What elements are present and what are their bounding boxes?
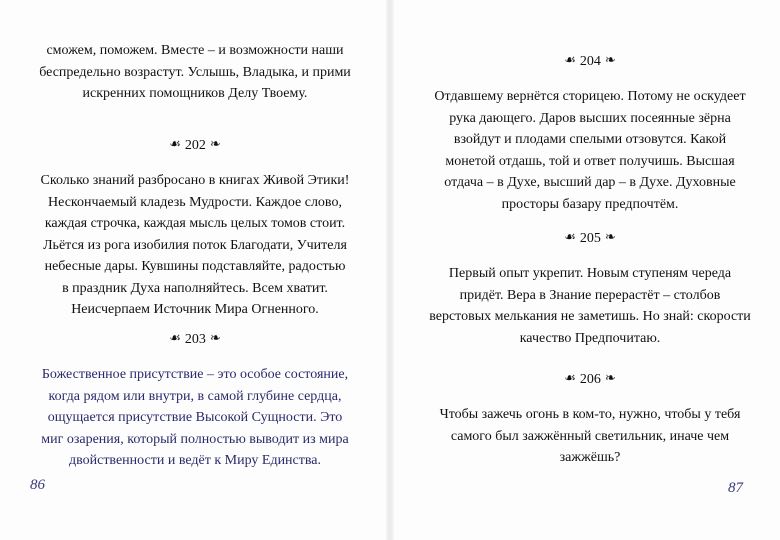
ornament-left-icon: ☙	[169, 330, 181, 345]
page-number-right: 87	[728, 480, 743, 496]
page-number-left: 86	[30, 477, 45, 493]
ornament-left-icon: ☙	[169, 136, 181, 151]
section-text-202: Сколько знаний разбросано в книгах Живой Этики! Нескончаемый кладезь Мудрости. Каждое слово, каждая строчка, каждая мысль целых томов стоит. Льётся из рога изобилия поток Благодати, Учителя небесные дары. Кувшины подставляйте, радостью в праздник Духа наполняйтесь. Всем хватит. Неисчерпаем Источник Мира Огненного.	[40, 173, 350, 317]
ornament-right-icon: ❧	[209, 136, 221, 151]
section-heading-203	[14, 329, 376, 349]
section-text-204: Отдавшему вернётся сторицею. Потому не оскудеет рука дающего. Даров высших посеянные зёрна взойдут и плодами спелыми отзовутся. Какой монетой отдашь, той и ответ получишь. Высшая отдача – в Духе, высший дар – в Духе. Духовные просторы базару предпочтём.	[434, 89, 746, 212]
section-text-206: Чтобы зажечь огонь в ком-то, нужно, чтобы у тебя самого был зажжённый светильник, иначе чем зажжёшь?	[439, 407, 741, 465]
section-number: 204	[579, 54, 601, 69]
section-number: 205	[579, 231, 601, 246]
section-heading-206	[400, 369, 780, 389]
section-number: 203	[184, 332, 206, 347]
ornament-right-icon: ❧	[604, 52, 616, 67]
ornament-right-icon: ❧	[604, 370, 616, 385]
ornament-left-icon: ☙	[564, 229, 576, 244]
ornament-right-icon: ❧	[209, 330, 221, 345]
ornament-left-icon: ☙	[564, 52, 576, 67]
left-top-paragraph: сможем, поможем. Вместе – и возможности наши беспредельно возрастут. Услышь, Владыка, и прими искренних помощников Делу Твоему.	[39, 43, 351, 101]
ornament-right-icon: ❧	[604, 229, 616, 244]
section-text-205: Первый опыт укрепит. Новым ступеням череда придёт. Вера в Знание перерастёт – столбов верстовых мелькания не заметишь. Но знай: скорости качество Предпочитаю.	[429, 266, 751, 346]
section-text-203: Божественное присутствие – это особое состояние, когда рядом или внутри, в самой глубине сердца, ощущается присутствие Высокой Сущности. Это миг озарения, который полностью выводит из мира двойственности и ведёт к Миру Единства.	[41, 367, 349, 468]
ornament-left-icon: ☙	[564, 370, 576, 385]
section-number: 202	[184, 138, 206, 153]
right-page	[390, 0, 780, 540]
section-heading-205	[400, 228, 780, 248]
section-number: 206	[579, 372, 601, 387]
section-heading-204	[400, 51, 780, 71]
section-heading-202	[14, 135, 376, 155]
